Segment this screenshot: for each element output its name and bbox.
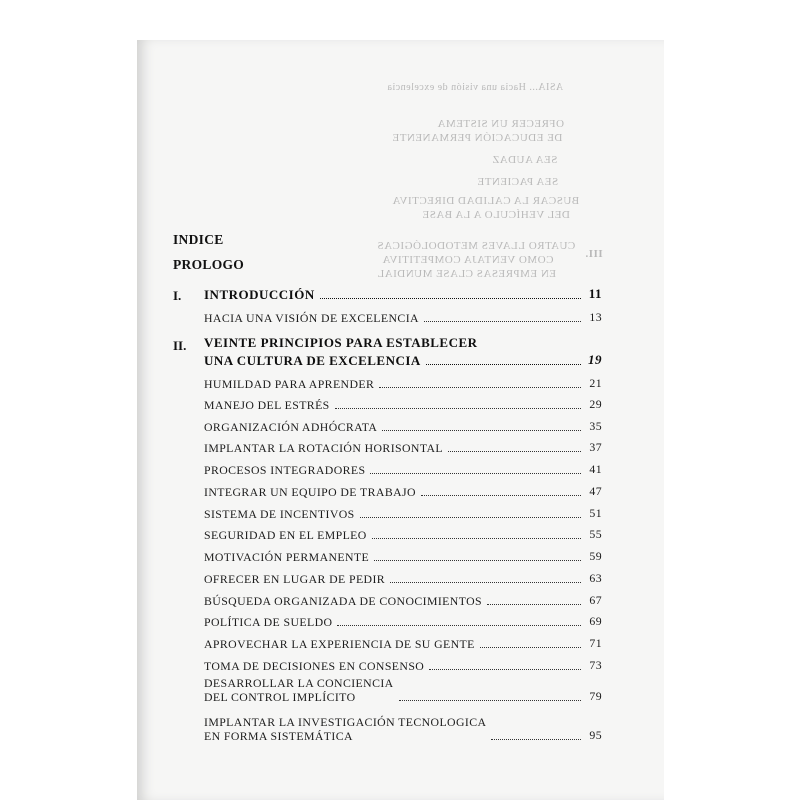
toc-section-title-line: [204, 336, 602, 350]
toc-page-number: 35: [589, 419, 602, 433]
dot-leader: [382, 430, 581, 431]
toc-page-number: 11: [588, 286, 602, 301]
bleed-through-line: BUSCAR LA CALIDAD DIRECTIVA: [392, 195, 580, 207]
toc-page-number: 47: [589, 484, 602, 498]
toc-page-number: 95: [589, 728, 602, 742]
toc-entry[interactable]: [204, 462, 602, 477]
bleed-through-line: CUATRO LLAVES METODOLÓGICAS: [377, 240, 576, 252]
toc-entry[interactable]: [204, 440, 602, 455]
dot-leader: [448, 451, 581, 452]
toc-page-number: 79: [589, 689, 602, 703]
toc-entry-label: HACIA UNA VISIÓN DE EXCELENCIA: [204, 311, 419, 325]
dot-leader: [399, 700, 581, 701]
toc-page-number: 71: [589, 636, 602, 650]
dot-leader: [390, 582, 581, 583]
dot-leader: [424, 321, 581, 322]
bleed-through-line: SEA PACIENTE: [477, 176, 559, 188]
bleed-through-line: COMO VENTAJA COMPETITIVA: [382, 254, 554, 266]
toc-page-number: 69: [589, 614, 602, 628]
toc-entry[interactable]: [204, 506, 602, 521]
toc-entry[interactable]: [204, 310, 602, 325]
toc-entry[interactable]: [204, 397, 602, 412]
toc-page-number: 21: [589, 376, 602, 390]
dot-leader: [320, 298, 581, 299]
dot-leader: [487, 604, 581, 605]
toc-entry-label: MOTIVACIÓN PERMANENTE: [204, 550, 370, 564]
toc-entry[interactable]: [204, 527, 602, 542]
section-numeral: I.: [173, 288, 182, 303]
toc-entry-label: IMPLANTAR LA ROTACIÓN HORISONTAL: [204, 441, 444, 455]
toc-page-number: 51: [589, 506, 602, 520]
toc-entry[interactable]: [204, 658, 602, 673]
section-numeral: II.: [173, 338, 187, 353]
toc-entry-label: PROCESOS INTEGRADORES: [204, 463, 366, 477]
toc-section-title: VEINTE PRINCIPIOS PARA ESTABLECER: [204, 335, 478, 350]
bleed-through-header: ASIA... Hacia una visión de excelencia: [387, 82, 564, 93]
toc-entry[interactable]: [204, 571, 602, 586]
dot-leader: [337, 625, 581, 626]
bleed-through-line: DEL VEHÍCULO A LA BASE: [422, 209, 570, 221]
toc-entry[interactable]: [204, 715, 602, 743]
toc-entry-label: APROVECHAR LA EXPERIENCIA DE SU GENTE: [204, 637, 475, 651]
toc-entry-label: SISTEMA DE INCENTIVOS: [204, 507, 355, 521]
dot-leader: [372, 538, 581, 539]
toc-page-number: 41: [589, 462, 602, 476]
bleed-through-line: EN EMPRESAS CLASE MUNDIAL: [377, 268, 557, 280]
toc-entry-label: TOMA DE DECISIONES EN CONSENSO: [204, 659, 425, 673]
toc-page-number: 13: [589, 310, 602, 324]
toc-page-number: 29: [589, 397, 602, 411]
dot-leader: [421, 495, 581, 496]
dot-leader: [480, 647, 581, 648]
toc-entry-label: DESARROLLAR LA CONCIENCIA DEL CONTROL IMPLÍCITO: [204, 676, 394, 704]
toc-entry-label: HUMILDAD PARA APRENDER: [204, 377, 375, 391]
index-title: INDICE: [173, 232, 224, 247]
bleed-through-line: DE EDUCACIÓN PERMANENTE: [392, 132, 563, 144]
book-page: [137, 40, 664, 800]
bleed-through-line: OFRECER UN SISTEMA: [437, 118, 564, 130]
toc-entry[interactable]: [204, 636, 602, 651]
toc-page-number: 59: [589, 549, 602, 563]
dot-leader: [429, 669, 581, 670]
toc-page-number: 73: [589, 658, 602, 672]
toc-entry[interactable]: [204, 593, 602, 608]
toc-entry-label: BÚSQUEDA ORGANIZADA DE CONOCIMIENTOS: [204, 594, 482, 608]
toc-entry[interactable]: [204, 549, 602, 564]
toc-entry[interactable]: [204, 484, 602, 499]
dot-leader: [426, 364, 581, 365]
dot-leader: [335, 408, 581, 409]
bleed-through-numeral: III.: [585, 248, 603, 260]
toc-entry-label: ORGANIZACIÓN ADHÓCRATA: [204, 420, 378, 434]
dot-leader: [491, 739, 581, 740]
toc-page-number: 67: [589, 593, 602, 607]
toc-entry-label: OFRECER EN LUGAR DE PEDIR: [204, 572, 386, 586]
toc-section-introduccion[interactable]: [204, 286, 602, 302]
dot-leader: [360, 517, 581, 518]
prologue-title: PROLOGO: [173, 257, 245, 272]
toc-section-veinte-principios[interactable]: [204, 352, 602, 368]
toc-entry-label: SEGURIDAD EN EL EMPLEO: [204, 528, 367, 542]
toc-section-title: UNA CULTURA DE EXCELENCIA: [204, 353, 421, 368]
toc-section-title: INTRODUCCIÓN: [204, 287, 315, 302]
toc-page-number: 37: [589, 440, 602, 454]
toc-entry[interactable]: [204, 614, 602, 629]
toc-entry[interactable]: [204, 419, 602, 434]
toc-page-number: 55: [589, 527, 602, 541]
toc-entry[interactable]: [204, 376, 602, 391]
toc-entry-label: MANEJO DEL ESTRÉS: [204, 398, 330, 412]
toc-entry[interactable]: [204, 676, 602, 704]
toc-entry-label: INTEGRAR UN EQUIPO DE TRABAJO: [204, 485, 416, 499]
dot-leader: [379, 387, 581, 388]
toc-entry-label: POLÍTICA DE SUELDO: [204, 615, 333, 629]
dot-leader: [374, 560, 581, 561]
toc-page-number: 19: [588, 352, 602, 367]
bleed-through-line: SEA AUDAZ: [492, 154, 558, 166]
dot-leader: [370, 473, 581, 474]
toc-entry-label: IMPLANTAR LA INVESTIGACIÓN TECNOLOGICA EN FORMA SISTEMÁTICA: [204, 715, 487, 743]
toc-page-number: 63: [589, 571, 602, 585]
